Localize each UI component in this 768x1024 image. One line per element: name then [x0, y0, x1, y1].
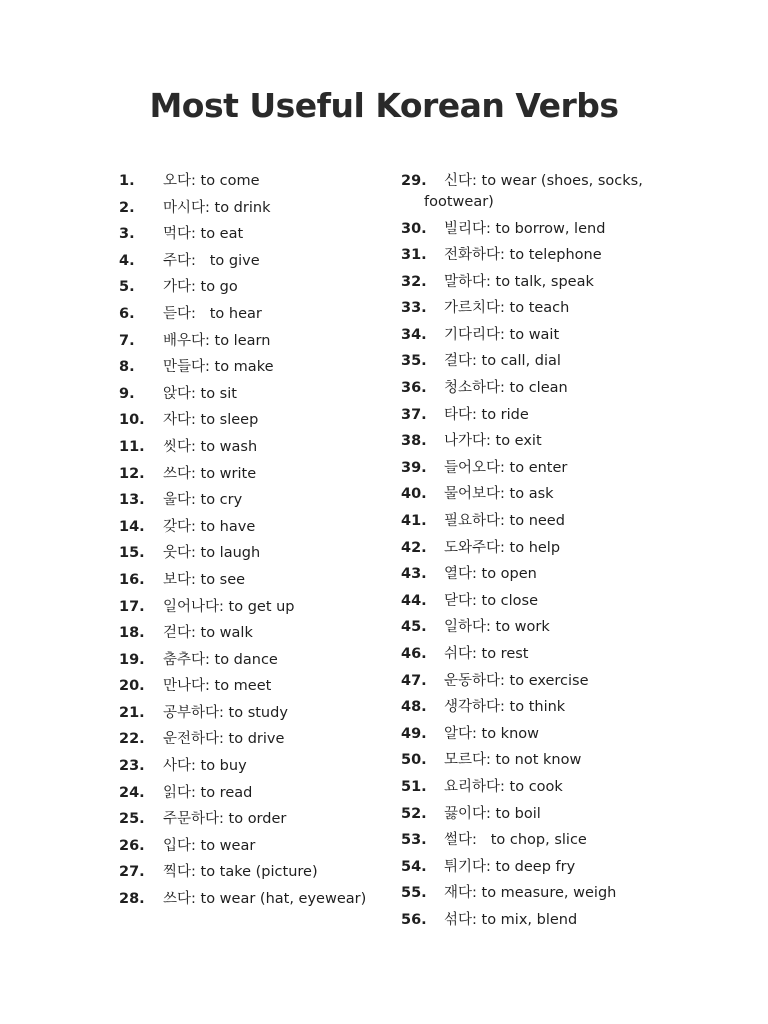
item-number: 55. [401, 885, 427, 902]
list-item [119, 540, 381, 567]
item-number: 41. [401, 513, 427, 530]
item-number: 5. [119, 279, 135, 296]
verb-list-right [401, 168, 651, 934]
list-item [401, 854, 651, 881]
list-item [119, 248, 381, 275]
list-item [401, 322, 651, 349]
item-text: 걸다: to call, dial [444, 353, 561, 370]
item-number: 51. [401, 778, 427, 795]
list-item [401, 668, 651, 695]
list-item [119, 221, 381, 248]
list-item [401, 508, 651, 535]
item-number: 3. [119, 226, 135, 243]
item-number: 2. [119, 199, 135, 216]
item-text: 도와주다: to help [444, 539, 561, 556]
item-number: 22. [119, 731, 145, 748]
list-item [401, 880, 651, 907]
item-text: 물어보다: to ask [444, 486, 554, 503]
list-item [401, 269, 651, 296]
list-item [401, 216, 651, 243]
list-item [119, 753, 381, 780]
item-text: 운전하다: to drive [163, 731, 285, 748]
list-item [401, 242, 651, 269]
item-text: 춤추다: to dance [163, 651, 278, 668]
list-item [401, 402, 651, 429]
item-text: 모르다: to not know [444, 752, 582, 769]
item-number: 40. [401, 486, 427, 503]
item-number: 38. [401, 433, 427, 450]
item-text: 씻다: to wash [163, 438, 258, 455]
item-number: 46. [401, 646, 427, 662]
item-text: 타다: to ride [444, 406, 529, 423]
item-text: 울다: to cry [163, 492, 243, 509]
list-item [401, 348, 651, 375]
item-number: 17. [119, 598, 145, 615]
item-text: 공부하다: to study [163, 704, 288, 721]
list-item [401, 375, 651, 402]
list-item [401, 168, 651, 216]
item-number: 37. [401, 406, 427, 423]
item-number: 52. [401, 805, 427, 822]
list-item [119, 859, 381, 886]
list-item [119, 461, 381, 488]
item-text: 먹다: to eat [163, 226, 244, 243]
list-item [401, 455, 651, 482]
item-text: 쓰다: to write [163, 465, 257, 482]
item-text: 배우다: to learn [163, 332, 271, 349]
list-item [119, 700, 381, 727]
list-item [401, 295, 651, 322]
item-text: 갖다: to have [163, 518, 256, 535]
list-item [401, 774, 651, 801]
item-text: 요리하다: to cook [444, 778, 563, 795]
list-item [119, 195, 381, 222]
item-number: 45. [401, 619, 427, 636]
list-item [119, 168, 381, 195]
list-item [119, 274, 381, 301]
list-item [119, 594, 381, 621]
item-text: 쓰다: to wear (hat, eyewear) [163, 890, 367, 907]
list-item [119, 647, 381, 674]
list-item [119, 487, 381, 514]
item-text: 사다: to buy [163, 758, 247, 775]
item-text: 들어오다: to enter [444, 459, 568, 476]
item-number: 18. [119, 625, 145, 642]
item-number: 49. [401, 725, 427, 742]
item-number: 33. [401, 300, 427, 317]
page-title: Most Useful Korean Verbs [149, 86, 619, 125]
item-number: 50. [401, 752, 427, 769]
list-item [119, 328, 381, 355]
item-text: 기다리다: to wait [444, 326, 560, 343]
item-number: 44. [401, 592, 427, 609]
item-number: 14. [119, 518, 145, 535]
item-number: 19. [119, 651, 145, 668]
item-number: 36. [401, 380, 427, 397]
list-item [119, 806, 381, 833]
item-number: 53. [401, 832, 427, 849]
item-number: 11. [119, 438, 145, 455]
item-text: 알다: to know [444, 725, 539, 742]
list-item [119, 886, 381, 913]
item-text: 가다: to go [163, 279, 238, 296]
list-item [401, 747, 651, 774]
item-number: 7. [119, 332, 135, 349]
item-number: 20. [119, 678, 145, 695]
item-text: 걷다: to walk [163, 625, 253, 642]
list-item [401, 588, 651, 615]
item-text: 썰다: to chop, slice [444, 832, 587, 849]
item-text: 생각하다: to think [444, 699, 566, 716]
item-text: 읽다: to read [163, 784, 253, 801]
item-text: 입다: to wear [163, 837, 256, 854]
item-text: 웃다: to laugh [163, 545, 261, 562]
item-number: 35. [401, 353, 427, 370]
item-number: 30. [401, 220, 427, 237]
item-number: 15. [119, 545, 145, 562]
item-text: 신다: to wear (shoes, socks, footwear) [424, 172, 643, 210]
list-item [119, 301, 381, 328]
item-number: 27. [119, 864, 145, 881]
item-number: 21. [119, 704, 145, 721]
list-item [401, 907, 651, 934]
item-number: 43. [401, 566, 427, 583]
item-number: 12. [119, 465, 145, 482]
item-number: 32. [401, 273, 427, 290]
item-text: 보다: to see [163, 571, 246, 588]
list-item [119, 354, 381, 381]
list-item [401, 827, 651, 854]
item-text: 쉬다: to rest [444, 646, 529, 662]
item-text: 앉다: to sit [163, 385, 237, 402]
item-number: 10. [119, 412, 145, 429]
list-item [119, 833, 381, 860]
list-item [119, 381, 381, 408]
item-text: 튀기다: to deep fry [444, 858, 576, 875]
item-number: 23. [119, 758, 145, 775]
item-number: 24. [119, 784, 145, 801]
list-item [119, 514, 381, 541]
item-text: 듣다: to hear [163, 305, 262, 322]
item-number: 25. [119, 811, 145, 828]
item-number: 1. [119, 173, 135, 189]
list-item [401, 535, 651, 562]
list-item [401, 481, 651, 508]
list-item [119, 726, 381, 753]
list-item [401, 721, 651, 748]
list-item [401, 561, 651, 588]
item-text: 만들다: to make [163, 359, 274, 376]
item-text: 끓이다: to boil [444, 805, 541, 822]
item-text: 말하다: to talk, speak [444, 273, 594, 290]
item-text: 운동하다: to exercise [444, 672, 589, 689]
item-text: 마시다: to drink [163, 199, 271, 216]
item-text: 일어나다: to get up [163, 598, 295, 615]
item-number: 39. [401, 459, 427, 476]
list-item [119, 620, 381, 647]
list-item [401, 641, 651, 668]
item-text: 가르치다: to teach [444, 300, 570, 317]
item-number: 48. [401, 699, 427, 716]
verb-list-left [119, 168, 381, 913]
item-text: 전화하다: to telephone [444, 247, 602, 264]
list-item [401, 801, 651, 828]
item-text: 주다: to give [163, 252, 260, 269]
item-text: 열다: to open [444, 566, 537, 583]
item-number: 4. [119, 252, 135, 269]
item-text: 닫다: to close [444, 592, 539, 609]
item-text: 재다: to measure, weigh [444, 885, 617, 902]
item-number: 16. [119, 571, 145, 588]
item-number: 47. [401, 672, 427, 689]
list-item [119, 673, 381, 700]
item-number: 54. [401, 858, 427, 875]
item-text: 필요하다: to need [444, 513, 565, 530]
item-text: 만나다: to meet [163, 678, 272, 695]
item-number: 56. [401, 911, 427, 928]
list-item [119, 780, 381, 807]
item-text: 나가다: to exit [444, 433, 542, 450]
item-text: 청소하다: to clean [444, 380, 568, 397]
list-item [119, 407, 381, 434]
item-text: 오다: to come [163, 173, 260, 189]
item-text: 자다: to sleep [163, 412, 259, 429]
list-item [119, 434, 381, 461]
item-text: 일하다: to work [444, 619, 550, 636]
item-text: 찍다: to take (picture) [163, 864, 318, 881]
item-number: 34. [401, 326, 427, 343]
item-number: 29. [401, 172, 427, 189]
item-number: 8. [119, 359, 135, 376]
list-item [401, 694, 651, 721]
list-item [119, 567, 381, 594]
item-number: 31. [401, 247, 427, 264]
item-text: 빌리다: to borrow, lend [444, 220, 606, 237]
item-number: 13. [119, 492, 145, 509]
item-text: 섞다: to mix, blend [444, 911, 578, 928]
item-number: 6. [119, 305, 135, 322]
list-item [401, 614, 651, 641]
list-item [401, 428, 651, 455]
item-text: 주문하다: to order [163, 811, 287, 828]
item-number: 26. [119, 837, 145, 854]
item-number: 28. [119, 890, 145, 907]
item-number: 42. [401, 539, 427, 556]
item-number: 9. [119, 385, 135, 402]
